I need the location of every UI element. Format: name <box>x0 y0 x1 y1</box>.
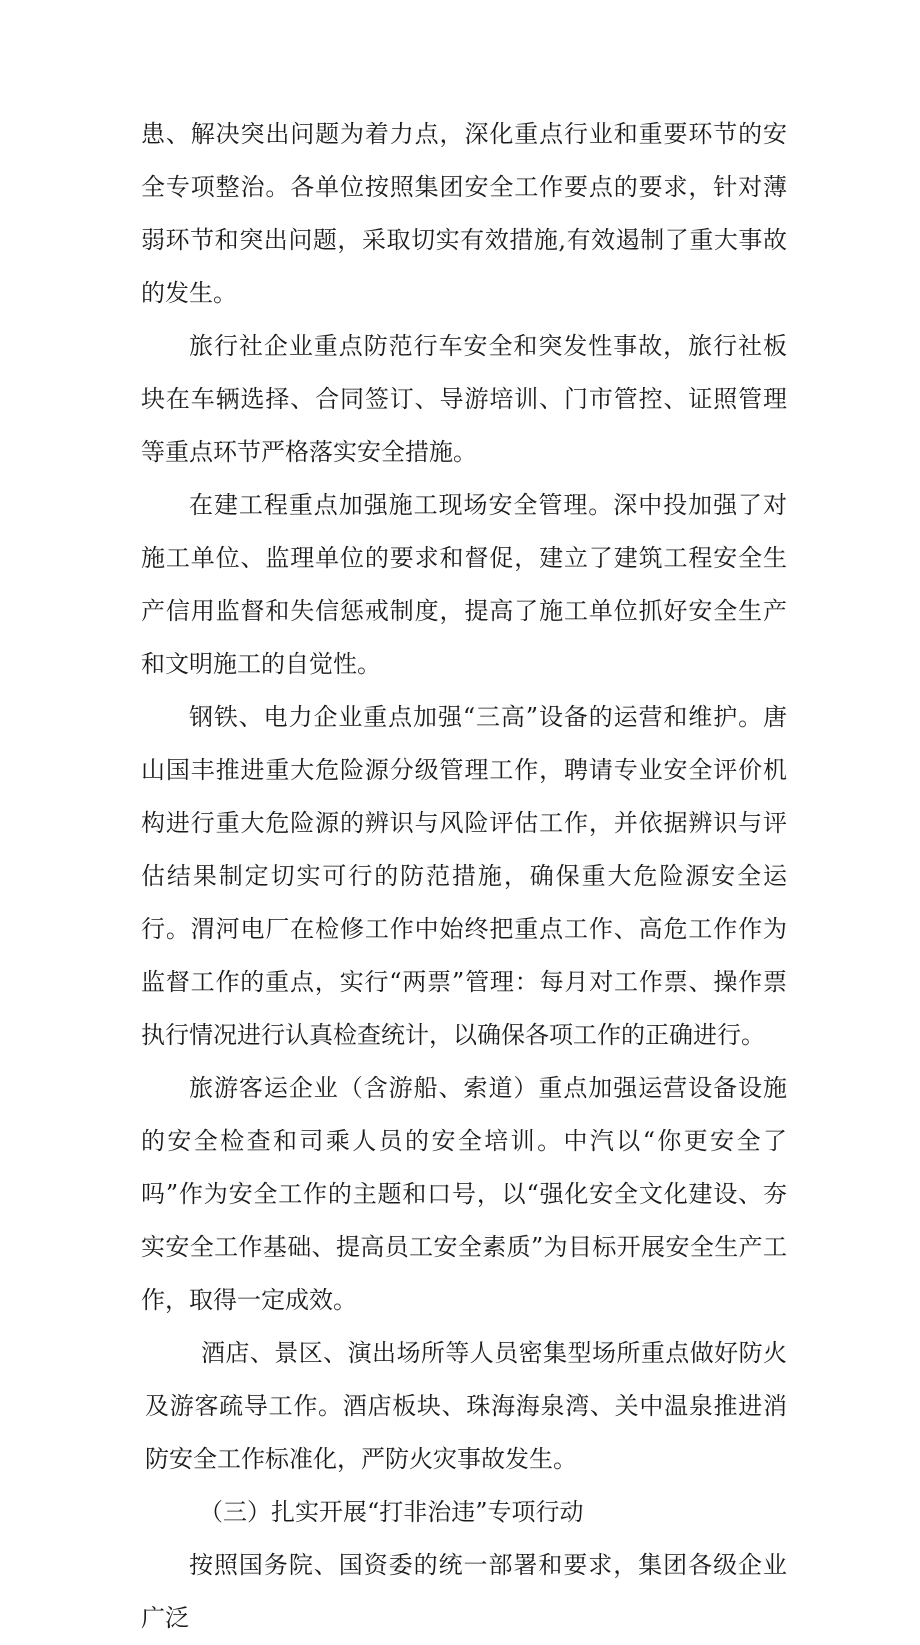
document-body <box>141 108 787 1645</box>
paragraph-steel-power: 钢铁、电力企业重点加强“三高”设备的运营和维护。唐山国丰推进重大危险源分级管理工作，聘请专业安全评价机构进行重大危险源的辨识与风险评估工作，并依据辨识与评估结果制定切实可行的防范措施，确保重大危险源安全运行。渭河电厂在检修工作中始终把重点工作、高危工作作为监督工作的重点，实行“两票”管理：每月对工作票、操作票执行情况进行认真检查统计，以确保各项工作的正确进行。 <box>141 703 787 1049</box>
section-heading: （三）扎实开展“打非治违”专项行动 <box>199 1498 584 1526</box>
paragraph-travel-agency: 旅行社企业重点防范行车安全和突发性事故，旅行社板块在车辆选择、合同签订、导游培训、门市管控、证照管理等重点环节严格落实安全措施。 <box>141 332 787 466</box>
paragraph-crackdown: 按照国务院、国资委的统一部署和要求，集团各级企业广泛 <box>141 1551 787 1632</box>
paragraph-tourism-transport: 旅游客运企业（含游船、索道）重点加强运营设备设施的安全检查和司乘人员的安全培训。中汽以“你更安全了吗”作为安全工作的主题和口号，以“强化安全文化建设、夯实安全工作基础、提高员工安全素质”为目标开展安全生产工作，取得一定成效。 <box>141 1074 787 1314</box>
paragraph-construction: 在建工程重点加强施工现场安全管理。深中投加强了对施工单位、监理单位的要求和督促，建立了建筑工程安全生产信用监督和失信惩戒制度，提高了施工单位抓好安全生产和文明施工的自觉性。 <box>141 491 787 678</box>
paragraph-continuation: 患、解决突出问题为着力点，深化重点行业和重要环节的安全专项整治。各单位按照集团安全工作要点的要求，针对薄弱环节和突出问题，采取切实有效措施,有效遏制了重大事故的发生。 <box>141 120 787 307</box>
paragraph-hotels-scenic: 酒店、景区、演出场所等人员密集型场所重点做好防火及游客疏导工作。酒店板块、珠海海泉湾、关中温泉推进消防安全工作标准化，严防火灾事故发生。 <box>145 1339 787 1473</box>
